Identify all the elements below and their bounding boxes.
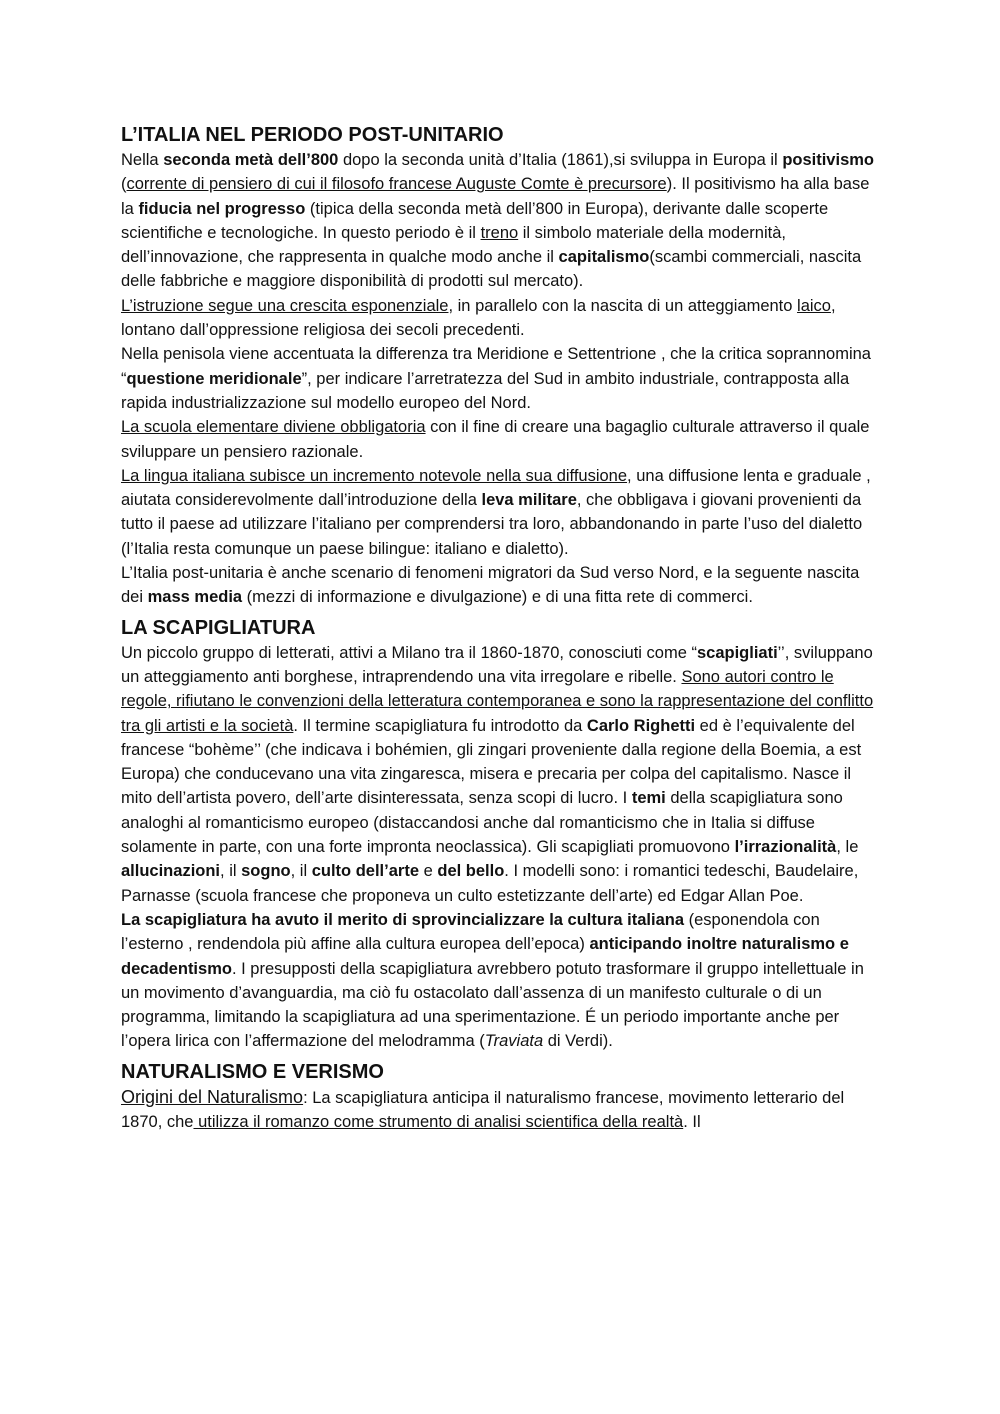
italic-text: Traviata	[484, 1032, 544, 1051]
text-run: , il	[220, 862, 242, 881]
bold-text: scapigliati	[696, 643, 778, 662]
bold-text: fiducia nel progresso	[138, 199, 306, 218]
bold-text: capitalismo	[558, 248, 650, 267]
text-run: Sono autori contro le regole, rifiutano le convenzioni della letteratura contemporanea e sono la rappresentazione del conflitto tra gli artisti e la società	[121, 667, 874, 735]
paragraph	[121, 464, 881, 561]
bold-text: positivismo	[782, 151, 874, 169]
text-run: e	[419, 862, 438, 881]
bold-text: anticipando inoltre naturalismo e decadentismo	[121, 935, 849, 978]
bold-text: sogno	[241, 862, 291, 881]
text-run: (scambi commerciali, nascita delle fabbriche e maggiore disponibilità di prodotti sul mercato).	[121, 248, 862, 291]
text-run: . I presupposti della scapigliatura avrebbero potuto trasformare il gruppo intellettuale in un movimento d’avanguardia, ma ciò fu ostacolato dall’assenza di un manifesto culturale o di un programma, limitando la scapigliatura ad una sperimentazione. É un periodo importante anche per l’opera lirica con l’affermazione del melodramma (	[121, 959, 864, 1051]
text-run: (	[121, 175, 127, 194]
section-body	[121, 148, 881, 610]
text-run: La scuola elementare diviene obbligatoria	[121, 418, 426, 437]
text-run: con il fine di creare una bagaglio culturale attraverso il quale sviluppare un pensiero razionale.	[121, 418, 870, 461]
text-run: utilizza il romanzo come strumento di analisi scientifica della realtà	[193, 1112, 684, 1131]
paragraph	[121, 1085, 881, 1135]
paragraph	[121, 415, 881, 464]
text-run: ). Il positivismo ha alla base la	[121, 175, 870, 218]
bold-text: mass media	[147, 588, 243, 607]
paragraph	[121, 342, 881, 415]
text-run: (mezzi di informazione e divulgazione) e di una fitta rete di commerci.	[242, 588, 753, 607]
section-heading: NATURALISMO E VERISMO	[121, 1060, 384, 1083]
paragraph	[121, 908, 881, 1054]
text-run: , che obbligava i giovani provenienti da tutto il paese ad utilizzare l’italiano per comprendersi tra loro, abbandonando in parte l’uso del dialetto (l’Italia resta comunque un paese bilingue: italiano e dialetto).	[121, 491, 863, 558]
paragraph	[121, 641, 881, 908]
text-run: di Verdi).	[543, 1032, 613, 1051]
bold-text: Carlo Righetti	[586, 716, 696, 735]
text-run: Origini del Naturalismo	[121, 1086, 304, 1107]
text-run: Un piccolo gruppo di letterati, attivi a Milano tra il 1860-1870, conosciuti come “	[121, 643, 697, 662]
text-run: , una diffusione lenta e graduale , aiutata considerevolmente dall’introduzione della	[121, 466, 871, 510]
text-run: : La scapigliatura anticipa il naturalismo francese, movimento letterario del 1870, che	[121, 1088, 845, 1131]
bold-text: l’irrazionalità	[734, 838, 837, 857]
bold-text: temi	[631, 789, 666, 808]
text-run: L’Italia post-unitaria è anche scenario di fenomeni migratori da Sud verso Nord, e la seguente nascita dei	[121, 564, 860, 607]
paragraph	[121, 561, 881, 610]
text-run: corrente di pensiero di cui il filosofo francese Auguste Comte è precursore	[126, 175, 667, 194]
bold-text: leva militare	[481, 491, 577, 510]
text-run: dopo la seconda unità d’Italia (1861),si sviluppa in Europa il	[338, 151, 783, 169]
section-body	[121, 1085, 881, 1135]
bold-text: allucinazioni	[121, 862, 221, 881]
text-run: . Il termine scapigliatura fu introdotto da	[293, 716, 587, 735]
text-run: , in parallelo con la nascita di un atteggiamento	[448, 296, 798, 315]
text-run: L’istruzione segue una crescita esponenziale	[121, 296, 449, 315]
bold-text: culto dell’arte	[311, 862, 419, 881]
text-run: treno	[480, 223, 519, 242]
bold-text: del bello	[437, 862, 505, 881]
section-body	[121, 641, 881, 1054]
text-run: della scapigliatura sono analoghi al romanticismo europeo (distaccandosi anche dal romanticismo che in Italia si diffuse solamente in parte, con una forte impronta neoclassica). Gli scapigliati promuovono	[121, 789, 843, 857]
text-run: . I modelli sono: i romantici tedeschi, Baudelaire, Parnasse (scuola francese che proponeva un culto estetizzante dell’arte) ed Edgar Allan Poe.	[121, 862, 859, 905]
bold-text: questione meridionale	[126, 369, 302, 388]
text-run: Nella	[121, 151, 164, 169]
text-run: Nella penisola viene accentuata la differenza tra Meridione e Settentrione , che la critica soprannomina “	[121, 345, 871, 388]
text-run: , il	[290, 862, 312, 881]
text-run: il simbolo materiale della modernità, dell’innovazione, che rappresenta in qualche modo anche il	[121, 223, 786, 267]
paragraph	[121, 294, 881, 343]
text-run: . Il	[683, 1112, 701, 1131]
text-run: , le	[836, 838, 859, 857]
text-run: ”, per indicare l’arretratezza del Sud in ambito industriale, contrapposta alla rapida industrializzazione sul modello europeo del Nord.	[121, 369, 850, 412]
text-run: ’’, sviluppano un atteggiamento anti borghese, intraprendendo una vita irregolare e ribelle.	[121, 643, 873, 686]
section-heading: LA SCAPIGLIATURA	[121, 616, 316, 639]
bold-text: seconda metà dell’800	[163, 151, 339, 169]
paragraph	[121, 148, 881, 294]
text-run: , lontano dall’oppressione religiosa dei secoli precedenti.	[121, 296, 836, 340]
text-run: (tipica della seconda metà dell’800 in Europa), derivante dalle scoperte scientifiche e tecnologiche. In questo periodo è il	[121, 199, 829, 242]
text-run: (esponendola con l’esterno , rendendola più affine alla cultura europea dell’epoca)	[121, 910, 820, 954]
text-run: laico	[797, 296, 831, 315]
text-run: ed è l’equivalente del francese “bohème’’ (che indicava i bohémien, gli zingari proveniente dalla regione della Boemia, a est Europa) che conducevano una vita zingaresca, misera e precaria per colpa del capitalismo. Nasce il mito dell’artista povero, dell’arte disinteressata, senza scopi di lucro. I	[121, 716, 862, 808]
text-run: La lingua italiana subisce un incremento notevole nella sua diffusione	[121, 466, 628, 485]
bold-text: La scapigliatura ha avuto il merito di sprovincializzare la cultura italiana	[121, 910, 685, 929]
document-page	[121, 122, 881, 1134]
section-heading: L’ITALIA NEL PERIODO POST-UNITARIO	[121, 124, 504, 146]
